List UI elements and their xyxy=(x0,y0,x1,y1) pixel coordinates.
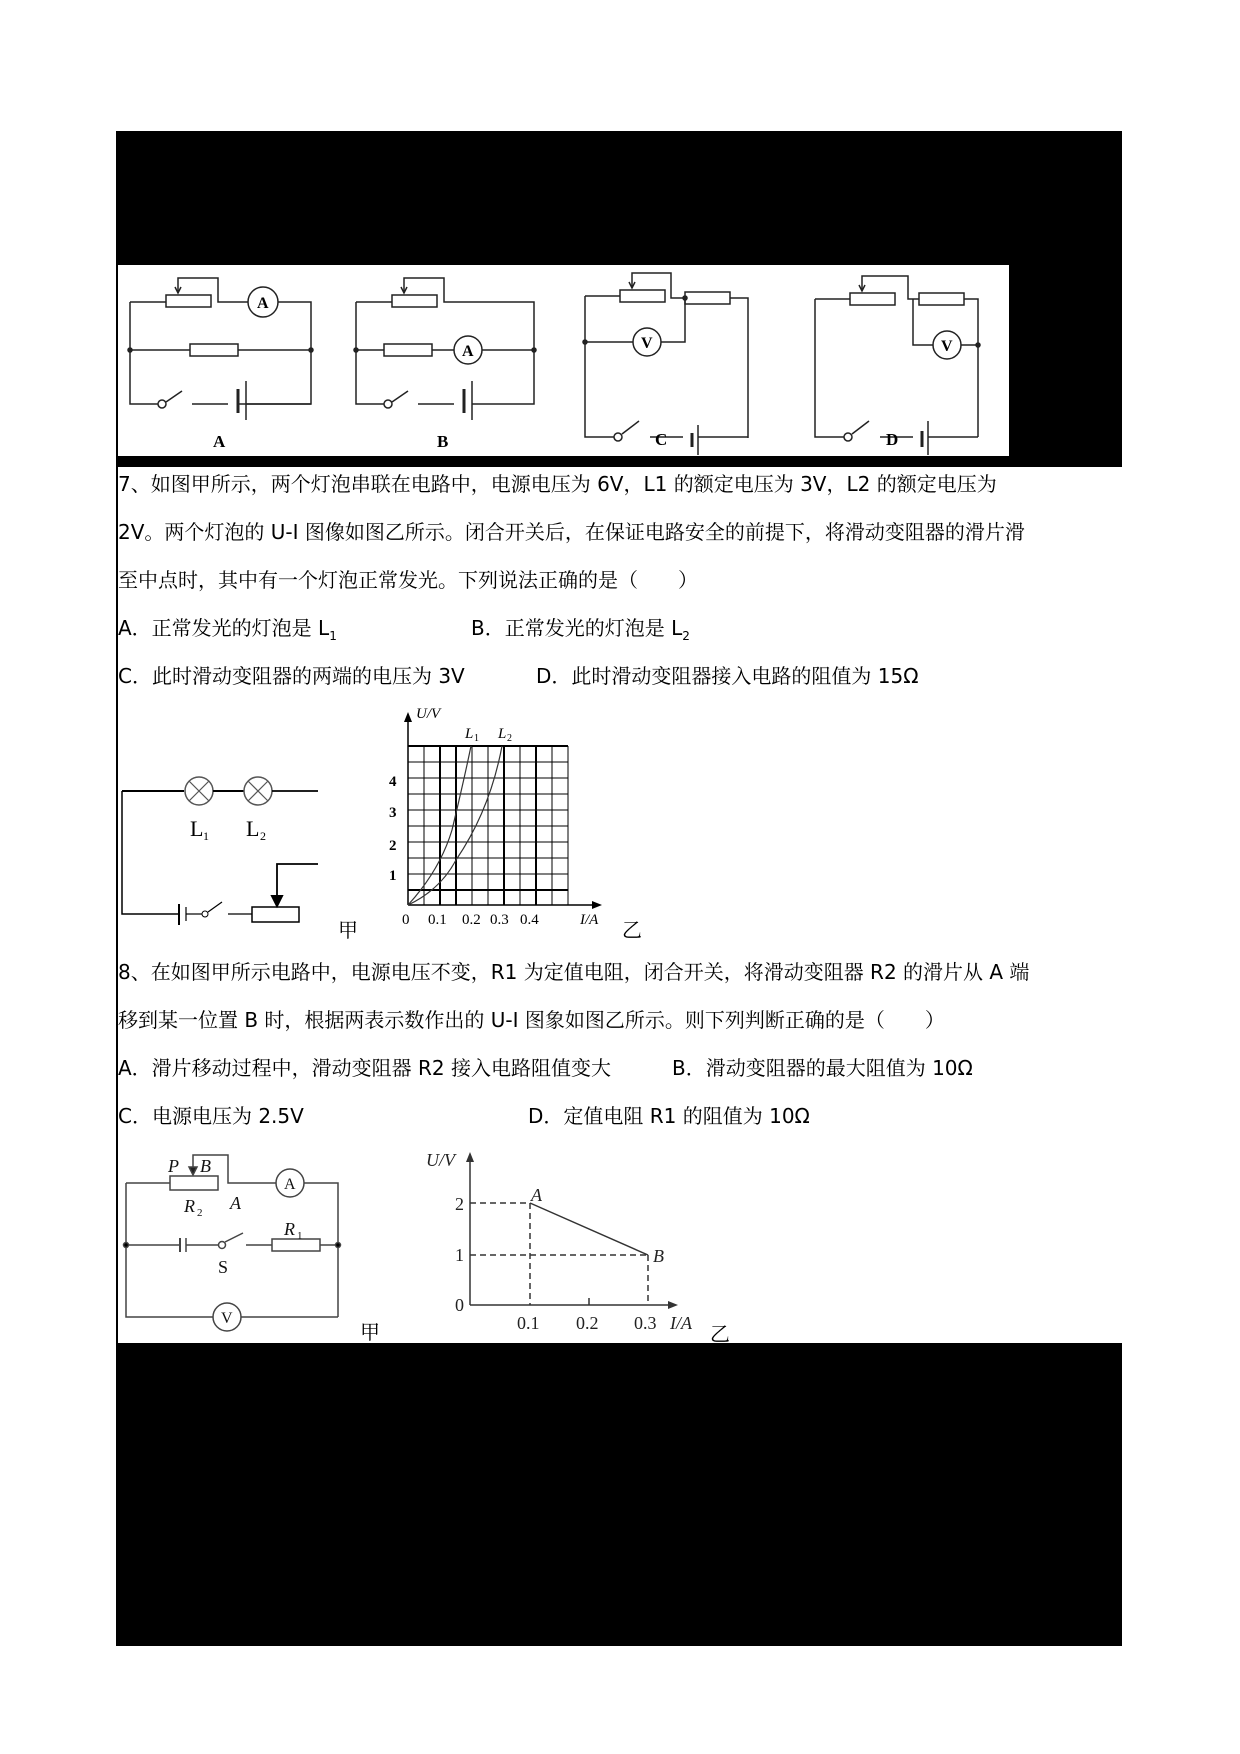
svg-text:0: 0 xyxy=(402,912,410,928)
svg-text:R: R xyxy=(284,1219,295,1239)
svg-text:0: 0 xyxy=(455,1295,464,1315)
svg-text:B: B xyxy=(200,1156,211,1176)
q8-option-a[interactable]: A．滑片移动过程中，滑动变阻器 R2 接入电路阻值变大 xyxy=(118,1056,612,1080)
svg-text:A: A xyxy=(257,295,269,312)
svg-text:2: 2 xyxy=(260,829,266,843)
q8-option-b[interactable]: B．滑动变阻器的最大阻值为 10Ω xyxy=(672,1056,973,1080)
svg-text:0.1: 0.1 xyxy=(428,912,447,928)
q7-fig-jia-caption: 甲 xyxy=(338,918,358,942)
svg-text:1: 1 xyxy=(297,1230,303,1242)
svg-text:L: L xyxy=(190,816,204,841)
svg-text:3: 3 xyxy=(389,805,397,821)
redacted-bottom-block xyxy=(116,1343,1122,1646)
svg-text:4: 4 xyxy=(389,774,397,790)
svg-text:A: A xyxy=(230,1193,241,1213)
q8-stem-line-2: 移到某一位置 B 时，根据两表示数作出的 U-I 图象如图乙所示。则下列判断正确的是（ ） xyxy=(118,1008,945,1032)
q8-option-d[interactable]: D．定值电阻 R1 的阻值为 10Ω xyxy=(528,1104,810,1128)
q8-fig-yi-caption: 乙 xyxy=(710,1322,730,1346)
svg-text:0.1: 0.1 xyxy=(517,1313,540,1333)
svg-text:A: A xyxy=(462,343,474,360)
q7-option-b[interactable]: B．正常发光的灯泡是 $L_2$ xyxy=(471,616,690,643)
q7-option-a[interactable]: A．正常发光的灯泡是 $L_1$ xyxy=(118,616,337,643)
circuit-b xyxy=(354,278,536,420)
svg-text:2: 2 xyxy=(507,733,512,744)
q7-option-d[interactable]: D．此时滑动变阻器接入电路的阻值为 15Ω xyxy=(536,664,919,688)
svg-text:P: P xyxy=(168,1156,179,1176)
redacted-figure-bar xyxy=(116,456,1122,467)
q7-stem-line-1: 7、如图甲所示，两个灯泡串联在电路中，电源电压为 6V，L1 的额定电压为 3V，L2 的额定电压为 xyxy=(118,472,997,496)
svg-text:U/V: U/V xyxy=(416,706,441,722)
svg-text:A: A xyxy=(213,432,226,451)
svg-text:0.4: 0.4 xyxy=(520,912,539,928)
svg-text:V: V xyxy=(641,335,653,352)
svg-text:0.2: 0.2 xyxy=(462,912,481,928)
q7-ui-graph xyxy=(360,700,660,940)
q7-fig-yi-caption: 乙 xyxy=(622,918,642,942)
svg-text:U/V: U/V xyxy=(426,1150,455,1170)
svg-text:A: A xyxy=(531,1185,542,1205)
svg-text:S: S xyxy=(218,1257,229,1277)
fig-label-d: D xyxy=(886,430,899,449)
q6-circuit-figures xyxy=(118,265,1008,455)
svg-text:R: R xyxy=(184,1196,195,1216)
svg-text:I/A: I/A xyxy=(580,912,599,928)
q7-circuit-jia xyxy=(118,770,318,940)
svg-text:L: L xyxy=(498,726,507,742)
svg-text:2: 2 xyxy=(197,1207,203,1219)
circuit-d xyxy=(815,276,980,455)
redacted-top-block xyxy=(116,131,1122,265)
redacted-right-block xyxy=(1009,265,1122,466)
svg-text:1: 1 xyxy=(203,829,209,843)
circuit-a xyxy=(128,278,313,420)
svg-text:0.3: 0.3 xyxy=(634,1313,657,1333)
q8-circuit-jia xyxy=(118,1145,348,1340)
svg-text:V: V xyxy=(221,1310,233,1327)
svg-text:0.3: 0.3 xyxy=(490,912,509,928)
circuit-c xyxy=(583,273,748,455)
svg-text:B: B xyxy=(437,432,449,451)
q8-stem-line-1: 8、在如图甲所示电路中，电源电压不变，R1 为定值电阻，闭合开关，将滑动变阻器 R2 的滑片从 A 端 xyxy=(118,960,1030,984)
fig-label-c: C xyxy=(655,430,668,449)
q7-stem-line-2: 2V。两个灯泡的 U-I 图像如图乙所示。闭合开关后，在保证电路安全的前提下，将滑动变阻器的滑片滑 xyxy=(118,520,1025,544)
svg-text:2: 2 xyxy=(455,1194,464,1214)
q7-stem-line-3: 至中点时，其中有一个灯泡正常发光。下列说法正确的是（ ） xyxy=(118,568,698,592)
svg-text:A: A xyxy=(284,1176,296,1193)
svg-text:1: 1 xyxy=(455,1245,464,1265)
svg-text:L: L xyxy=(246,816,260,841)
q7-option-c[interactable]: C．此时滑动变阻器的两端的电压为 3V xyxy=(118,664,465,688)
svg-text:L: L xyxy=(465,726,474,742)
svg-text:I/A: I/A xyxy=(670,1313,692,1333)
q8-ui-graph xyxy=(400,1140,730,1340)
svg-text:1: 1 xyxy=(389,868,397,884)
svg-text:0.2: 0.2 xyxy=(576,1313,599,1333)
svg-text:1: 1 xyxy=(474,733,479,744)
svg-text:2: 2 xyxy=(389,838,397,854)
svg-text:B: B xyxy=(653,1246,664,1266)
svg-text:V: V xyxy=(941,338,953,355)
q8-fig-jia-caption: 甲 xyxy=(360,1320,380,1344)
q8-option-c[interactable]: C．电源电压为 2.5V xyxy=(118,1104,304,1128)
